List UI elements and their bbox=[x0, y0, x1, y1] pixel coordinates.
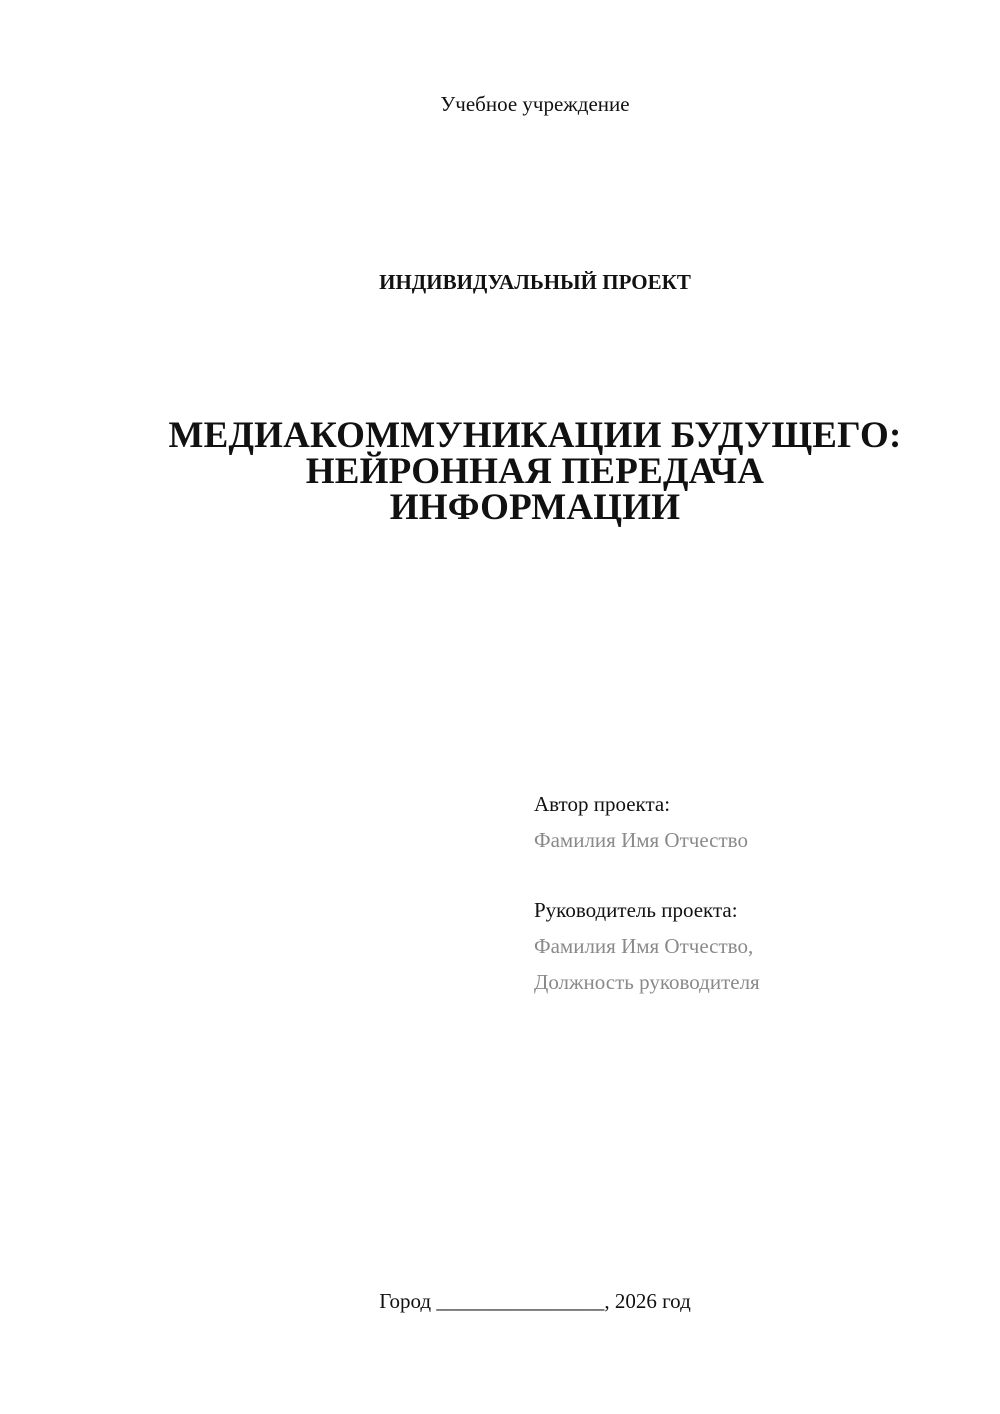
project-title bbox=[100, 415, 970, 528]
author-block bbox=[534, 786, 954, 858]
supervisor-name: Фамилия Имя Отчество, bbox=[534, 934, 754, 958]
author-name: Фамилия Имя Отчество bbox=[534, 828, 748, 852]
project-type-heading: ИНДИВИДУАЛЬНЫЙ ПРОЕКТ bbox=[379, 270, 691, 294]
supervisor-position: Должность руководителя bbox=[534, 970, 760, 994]
city-year-line: Город ________________, 2026 год bbox=[379, 1289, 691, 1313]
institution-name: Учебное учреждение bbox=[440, 92, 630, 116]
project-title-line: МЕДИАКОММУНИКАЦИИ БУДУЩЕГО: bbox=[168, 415, 902, 456]
project-title-line: НЕЙРОННАЯ ПЕРЕДАЧА bbox=[305, 451, 765, 492]
supervisor-block bbox=[534, 892, 954, 1000]
supervisor-label: Руководитель проекта: bbox=[534, 898, 738, 922]
project-title-line: ИНФОРМАЦИИ bbox=[389, 487, 681, 528]
author-label: Автор проекта: bbox=[534, 792, 671, 816]
